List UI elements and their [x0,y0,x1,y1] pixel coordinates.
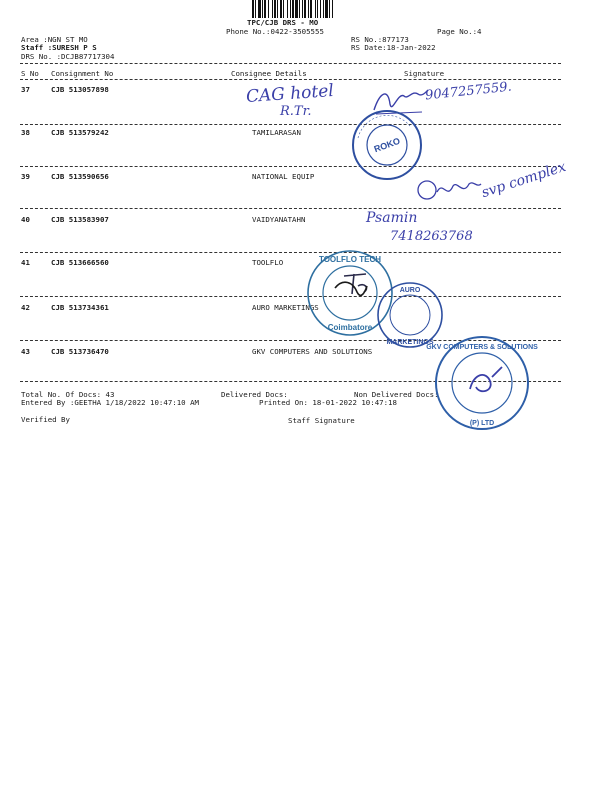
divider [20,79,561,80]
row-divider [20,124,561,125]
svg-text:ROKO: ROKO [372,135,402,155]
row-consignee: GKV COMPUTERS AND SOLUTIONS [252,347,373,356]
area-field: Area :NGN ST MO [21,35,88,44]
handwritten-name: Psamin [366,210,418,226]
page-number: Page No.:4 [437,27,482,36]
row-consignment: CJB 513734361 [51,303,109,312]
rs-number: RS No.:877173 [351,35,409,44]
row-divider [20,208,561,209]
svg-text:MARKETINGS: MARKETINGS [386,339,434,346]
barcode [252,0,358,18]
svg-text:AURO: AURO [399,287,421,294]
row-sno: 38 [21,128,30,137]
row-consignment: CJB 513590656 [51,172,109,181]
gkv-stamp [426,333,538,433]
col-signature: Signature [404,69,445,78]
row-consignment: CJB 513579242 [51,128,109,137]
handwritten-note: R.Tr. [280,104,312,119]
drs-number: DRS No. :DCJB87717304 [21,52,115,61]
entered-by: Entered By :GEETHA 1/18/2022 10:47:10 AM [21,398,199,407]
printed-on: Printed On: 18-01-2022 10:47:18 [259,398,397,407]
col-consignee: Consignee Details [231,69,307,78]
row-sno: 41 [21,258,30,267]
col-sno: S No [21,69,39,78]
verified-by: Verified By [21,415,70,424]
total-docs: Total No. Of Docs: 43 [21,390,115,399]
row-divider [20,166,561,167]
handwritten-phone: 7418263768 [390,229,473,244]
svg-text:TOOLFLO TECH: TOOLFLO TECH [318,255,382,264]
row-sno: 43 [21,347,30,356]
row-sno: 42 [21,303,30,312]
row-sno: 40 [21,215,30,224]
signature-scribble [415,172,483,206]
handwritten-note: CAG hotel [245,80,335,108]
row-consignment: CJB 513666560 [51,258,109,267]
delivered-docs: Delivered Docs: [221,390,288,399]
document-title: TPC/CJB DRS - MO [247,18,319,27]
svg-text:GKV COMPUTERS & SOLUTIONS: GKV COMPUTERS & SOLUTIONS [426,344,538,351]
staff-signature-label: Staff Signature [288,416,355,425]
row-sno: 39 [21,172,30,181]
phone-number: Phone No.:0422-3505555 [226,27,324,36]
row-consignee: VAIDYANATAHN [252,215,306,224]
col-consignment: Consignment No [51,69,114,78]
row-consignee: NATIONAL EQUIP [252,172,315,181]
divider [20,63,561,64]
row-consignee: TAMILARASAN [252,128,301,137]
row-consignment: CJB 513583907 [51,215,109,224]
row-sno: 37 [21,85,30,94]
row-consignee: TOOLFLO [252,258,284,267]
svg-text:(P) LTD: (P) LTD [469,420,495,427]
reliance-stamp [350,108,424,182]
row-consignment: CJB 513736470 [51,347,109,356]
handwritten-note: svp complex [479,158,568,202]
rs-date: RS Date:18-Jan-2022 [351,43,436,52]
row-consignee: AURO MARKETINGS [252,303,319,312]
row-divider [20,252,561,253]
svg-text:Coimbatore: Coimbatore [327,323,373,332]
row-consignment: CJB 513057898 [51,85,109,94]
staff-field: Staff :SURESH P S [21,43,97,52]
handwritten-phone: 9047257559. [424,79,513,104]
non-delivered-docs: Non Delivered Docs: [354,390,439,399]
row-divider [20,296,561,297]
